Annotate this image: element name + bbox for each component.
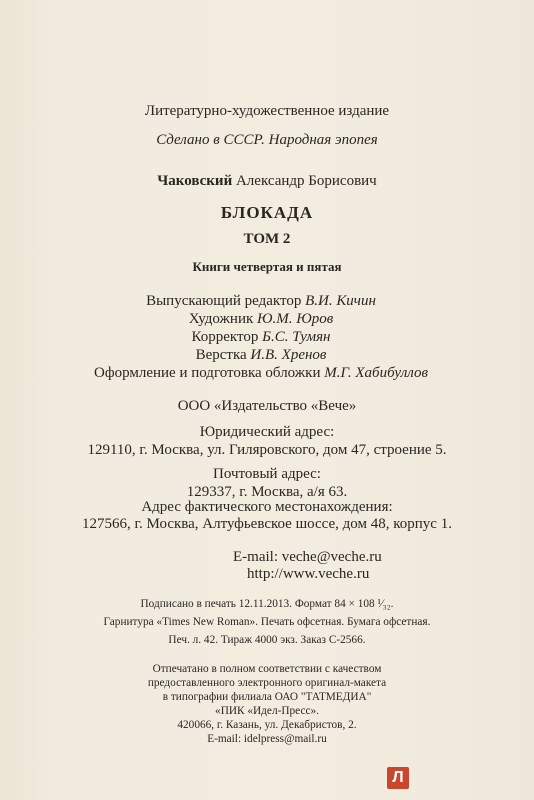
series-title: Сделано в СССР. Народная эпопея	[156, 132, 378, 148]
author-surname: Чаковский	[157, 173, 233, 189]
author-line	[0, 173, 534, 190]
printer-line-5: 420066, г. Казань, ул. Декабристов, 2.	[177, 719, 357, 731]
postal-address-label: Почтовый адрес:	[213, 466, 321, 482]
legal-address: 129110, г. Москва, ул. Гиляровского, дом 47, строение 5.	[87, 442, 447, 458]
printer-line-2: предоставленного электронного оригинал-макета	[147, 677, 387, 689]
printer-line-6: E-mail: idelpress@mail.ru	[207, 733, 327, 745]
publisher-email: E-mail: veche@veche.ru	[233, 549, 382, 565]
print-info-line-3: Печ. л. 42. Тираж 4000 экз. Заказ С-2566.	[168, 634, 366, 646]
book-title: БЛОКАДА	[220, 203, 314, 222]
credit-artist: Художник Ю.М. Юров	[188, 311, 334, 327]
print-info-line-2: Гарнитура «Times New Roman». Печать офсетная. Бумага офсетная.	[103, 616, 431, 628]
actual-address-label: Адрес фактического местонахождения:	[141, 499, 393, 515]
publisher-name: ООО «Издательство «Вече»	[177, 398, 357, 414]
volume-label: ТОМ 2	[243, 231, 291, 247]
actual-address: 127566, г. Москва, Алтуфьевское шоссе, дом 48, корпус 1.	[82, 516, 452, 532]
printer-line-4: «ПИК «Идел-Пресс».	[215, 705, 319, 717]
labirint-logo-icon: Л	[387, 767, 409, 789]
print-info-line-1: Подписано в печать 12.11.2013. Формат 84 × 108 ¹⁄₃₂.	[140, 598, 394, 610]
credit-cover: Оформление и подготовка обложки М.Г. Хабибуллов	[94, 365, 428, 381]
credit-proofreader: Корректор Б.С. Тумян	[191, 329, 331, 345]
postal-address: 129337, г. Москва, а/я 63.	[186, 484, 348, 500]
credit-editor: Выпускающий редактор В.И. Кичин	[146, 293, 376, 309]
books-subtitle: Книги четвертая и пятая	[192, 259, 342, 274]
credit-layout: Верстка И.В. Хренов	[195, 347, 327, 363]
legal-address-label: Юридический адрес:	[199, 424, 335, 440]
edition-type: Литературно-художественное издание	[144, 103, 390, 119]
publisher-site: http://www.veche.ru	[247, 566, 370, 582]
printer-line-1: Отпечатано в полном соответствии с качеством	[152, 663, 382, 675]
printer-line-3: в типографии филиала ОАО "ТАТМЕДИА"	[162, 691, 372, 703]
author-name: Александр Борисович	[235, 173, 377, 189]
